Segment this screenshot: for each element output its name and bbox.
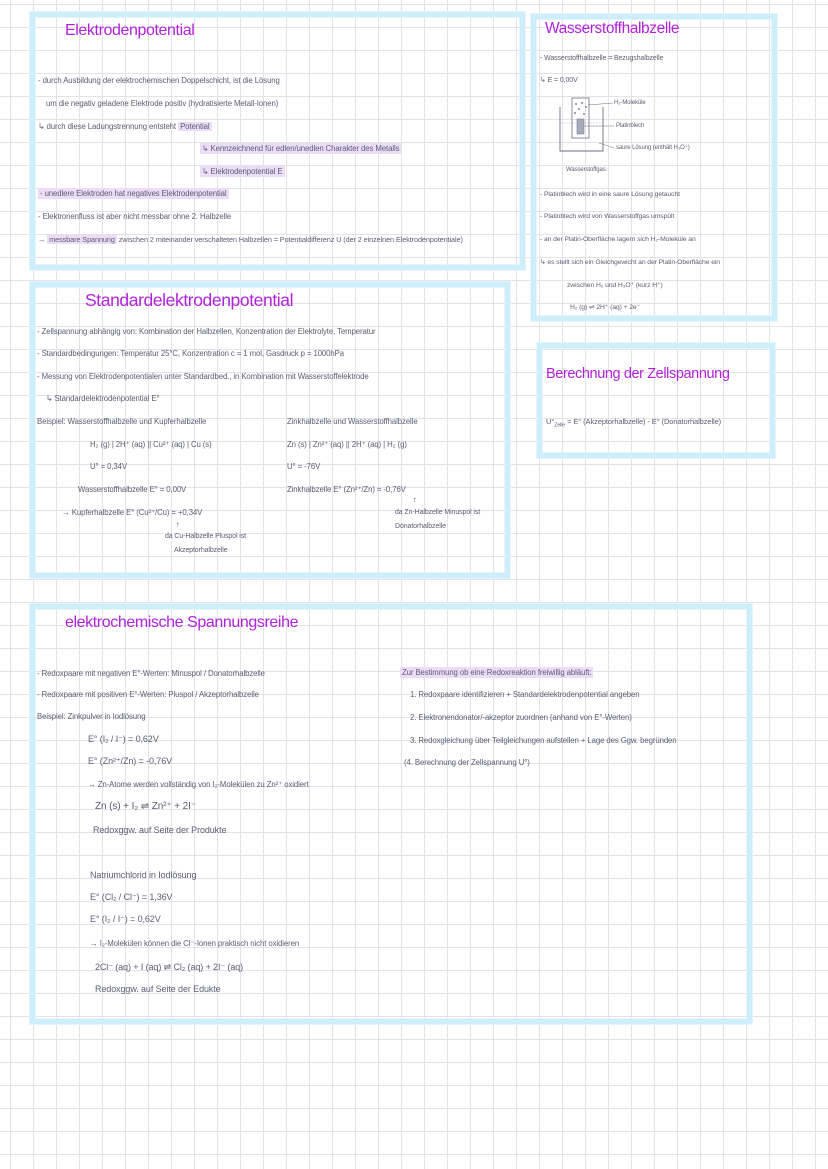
- value-line: U° = -76V: [287, 462, 321, 471]
- note-line: Zinkhalbzelle und Wasserstoffhalbzelle: [287, 417, 418, 426]
- elektrodenpotential-box: [30, 12, 525, 270]
- note-line: Akzeptorhalbzelle: [174, 547, 228, 554]
- note-line: da Zn-Halbzelle Minuspol ist: [395, 509, 481, 516]
- equation: H₂ (g) ⇌ 2H⁺ (aq) + 2e⁻: [570, 304, 641, 311]
- arrow: ↑: [413, 495, 417, 504]
- note-line: - Redoxpaare mit negativen E°-Werten: Minuspol / Donatorhalbzelle: [37, 669, 265, 678]
- equation: Zn (s) + I₂ ⇌ Zn²⁺ + 2I⁻: [95, 801, 196, 812]
- arrow: →: [38, 235, 46, 244]
- value-line: E° (I₂ / I⁻) = 0,62V: [88, 734, 159, 744]
- formula-text: = E° (Akzeptorhalbzelle) - E° (Donatorhalbzelle): [567, 417, 722, 426]
- note-line: [38, 121, 212, 132]
- step-line: 3. Redoxgleichung über Teilgleichungen aufstellen + Lage des Ggw. begründen: [410, 736, 677, 745]
- step-line: (4. Berechnung der Zellspannung U°): [404, 758, 530, 767]
- step-line: 2. Elektronendonator/-akzeptor zuordnen (anhand von E°-Werten): [410, 713, 632, 722]
- berechnung-box: [537, 343, 775, 458]
- note-text: ↳ durch diese Ladungstrennung entsteht: [38, 122, 176, 131]
- spannungsreihe-title: elektrochemische Spannungsreihe: [65, 614, 299, 631]
- value-line: E° (Cl₂ / Cl⁻) = 1,36V: [90, 892, 173, 902]
- note-line: zwischen H₂ und H₃O⁺ (kurz H⁺): [567, 282, 663, 289]
- note-line: ↳ Elektrodenpotential E: [202, 167, 283, 176]
- note-line: ↳ E = 0,00V: [540, 77, 578, 84]
- formula-symbol: U°: [546, 417, 555, 426]
- note-line: Beispiel: Zinkpulver in Iodlösung: [37, 712, 146, 721]
- standardelektrodenpotential-title: Standardelektrodenpotential: [85, 290, 294, 310]
- note-line: - Zellspannung abhängig von: Kombination der Halbzellen, Konzentration der Elektrolyte, Temperatur: [37, 327, 376, 336]
- highlighted-term: Potential: [180, 122, 210, 131]
- diagram-label-h2: H₂-Moleküle: [614, 100, 646, 106]
- note-text: zwischen 2 miteinander verschalteten Halbzellen = Potentialdifferenz U (der 2 einzelnen Elektrodenpotentiale): [118, 235, 463, 244]
- note-line: Natriumchlorid in Iodlösung: [90, 870, 197, 880]
- value-line: U° = 0,34V: [90, 462, 128, 471]
- note-line: - durch Ausbildung der elektrochemischen Doppelschicht, ist die Lösung: [38, 76, 280, 85]
- diagram-label-wasserstoffgas: Wasserstoffgas: [566, 167, 606, 173]
- elektrodenpotential-title: Elektrodenpotential: [65, 22, 195, 39]
- note-line: - Platinblech wird in eine saure Lösung getaucht: [540, 191, 680, 198]
- spannungsreihe-box: [30, 604, 752, 1024]
- note-line: [38, 234, 463, 245]
- note-line: → I₂-Molekülen können die Cl⁻-Ionen praktisch nicht oxidieren: [90, 939, 300, 948]
- diagram-label-platinblech: Platinblech: [616, 123, 645, 129]
- note-line: - Elektronenfluss ist aber nicht messbar ohne 2. Halbzelle: [38, 212, 232, 221]
- note-line: - an der Platin-Oberfläche lagern sich H₂-Moleküle an: [540, 236, 696, 243]
- equation: H₂ (g) | 2H⁺ (aq) || Cu²⁺ (aq) | Cu (s): [90, 440, 212, 449]
- note-line: Beispiel: Wasserstoffhalbzelle und Kupferhalbzelle: [37, 417, 207, 426]
- value-line: Zinkhalbzelle E° (Zn²⁺/Zn) = -0,76V: [287, 485, 406, 494]
- hydrogen-halfcell-diagram: [555, 95, 617, 159]
- arrow: ↑: [176, 520, 180, 529]
- note-line: Zur Bestimmung ob eine Redoxreaktion freiwillig abläuft:: [402, 668, 592, 677]
- note-line: ↳ Standardelektrodenpotential E°: [46, 394, 160, 403]
- formula-subscript: Zelle: [554, 422, 566, 429]
- berechnung-title: Berechnung der Zellspannung: [546, 366, 730, 382]
- diagram-label-saure-loesung: saure Lösung (enthält H₃O⁺): [616, 145, 690, 151]
- note-line: Redoxggw. auf Seite der Edukte: [95, 984, 221, 994]
- zellspannung-formula: [546, 416, 721, 432]
- note-line: da Cu-Halbzelle Pluspol ist: [165, 533, 246, 540]
- note-line: um die negativ geladene Elektrode positiv (hydratisierte Metall-Ionen): [46, 99, 279, 108]
- note-line: - Standardbedingungen: Temperatur 25°C, Konzentration c = 1 mol, Gasdruck p = 1000hPa: [37, 349, 344, 358]
- note-line: - Messung von Elektrodenpotentialen unter Standardbed., in Kombination mit Wasserstoffelektrode: [37, 372, 369, 381]
- note-line: ↳ es stellt sich ein Gleichgewicht an der Platin-Oberfläche ein: [540, 259, 720, 266]
- note-line: Redoxggw. auf Seite der Produkte: [93, 825, 227, 835]
- value-line: → Kupferhalbzelle E° (Cu²⁺/Cu) = +0,34V: [62, 508, 203, 517]
- value-line: E° (I₂ / I⁻) = 0,62V: [90, 914, 161, 924]
- highlighted-term: messbare Spannung: [49, 235, 115, 244]
- equation: Zn (s) | Zn²⁺ (aq) || 2H⁺ (aq) | H₂ (g): [287, 440, 407, 449]
- note-line: - Wasserstoffhalbzelle = Bezugshalbzelle: [540, 55, 664, 62]
- note-line: - Platinblech wird von Wasserstoffgas umspült: [540, 213, 675, 220]
- note-line: Donatorhalbzelle: [395, 523, 446, 530]
- value-line: E° (Zn²⁺/Zn) = -0,76V: [88, 756, 173, 766]
- note-line: ↳ Kennzeichnend für edlen/unedlen Charakter des Metalls: [202, 144, 400, 153]
- value-line: Wasserstoffhalbzelle E° = 0,00V: [78, 485, 187, 494]
- wasserstoffhalbzelle-title: Wasserstoffhalbzelle: [545, 20, 680, 37]
- note-line: → Zn-Atome werden vollständig von I₂-Molekülen zu Zn²⁺ oxidiert: [88, 780, 309, 789]
- note-line: - Redoxpaare mit positiven E°-Werten: Pluspol / Akzeptorhalbzelle: [37, 690, 259, 699]
- equation: 2Cl⁻ (aq) + I (aq) ⇌ Cl₂ (aq) + 2I⁻ (aq): [95, 962, 244, 972]
- step-line: 1. Redoxpaare identifizieren + Standardelektrodenpotential angeben: [410, 690, 640, 699]
- note-line: - unedlere Elektroden hat negatives Elektrodenpotential: [40, 189, 227, 198]
